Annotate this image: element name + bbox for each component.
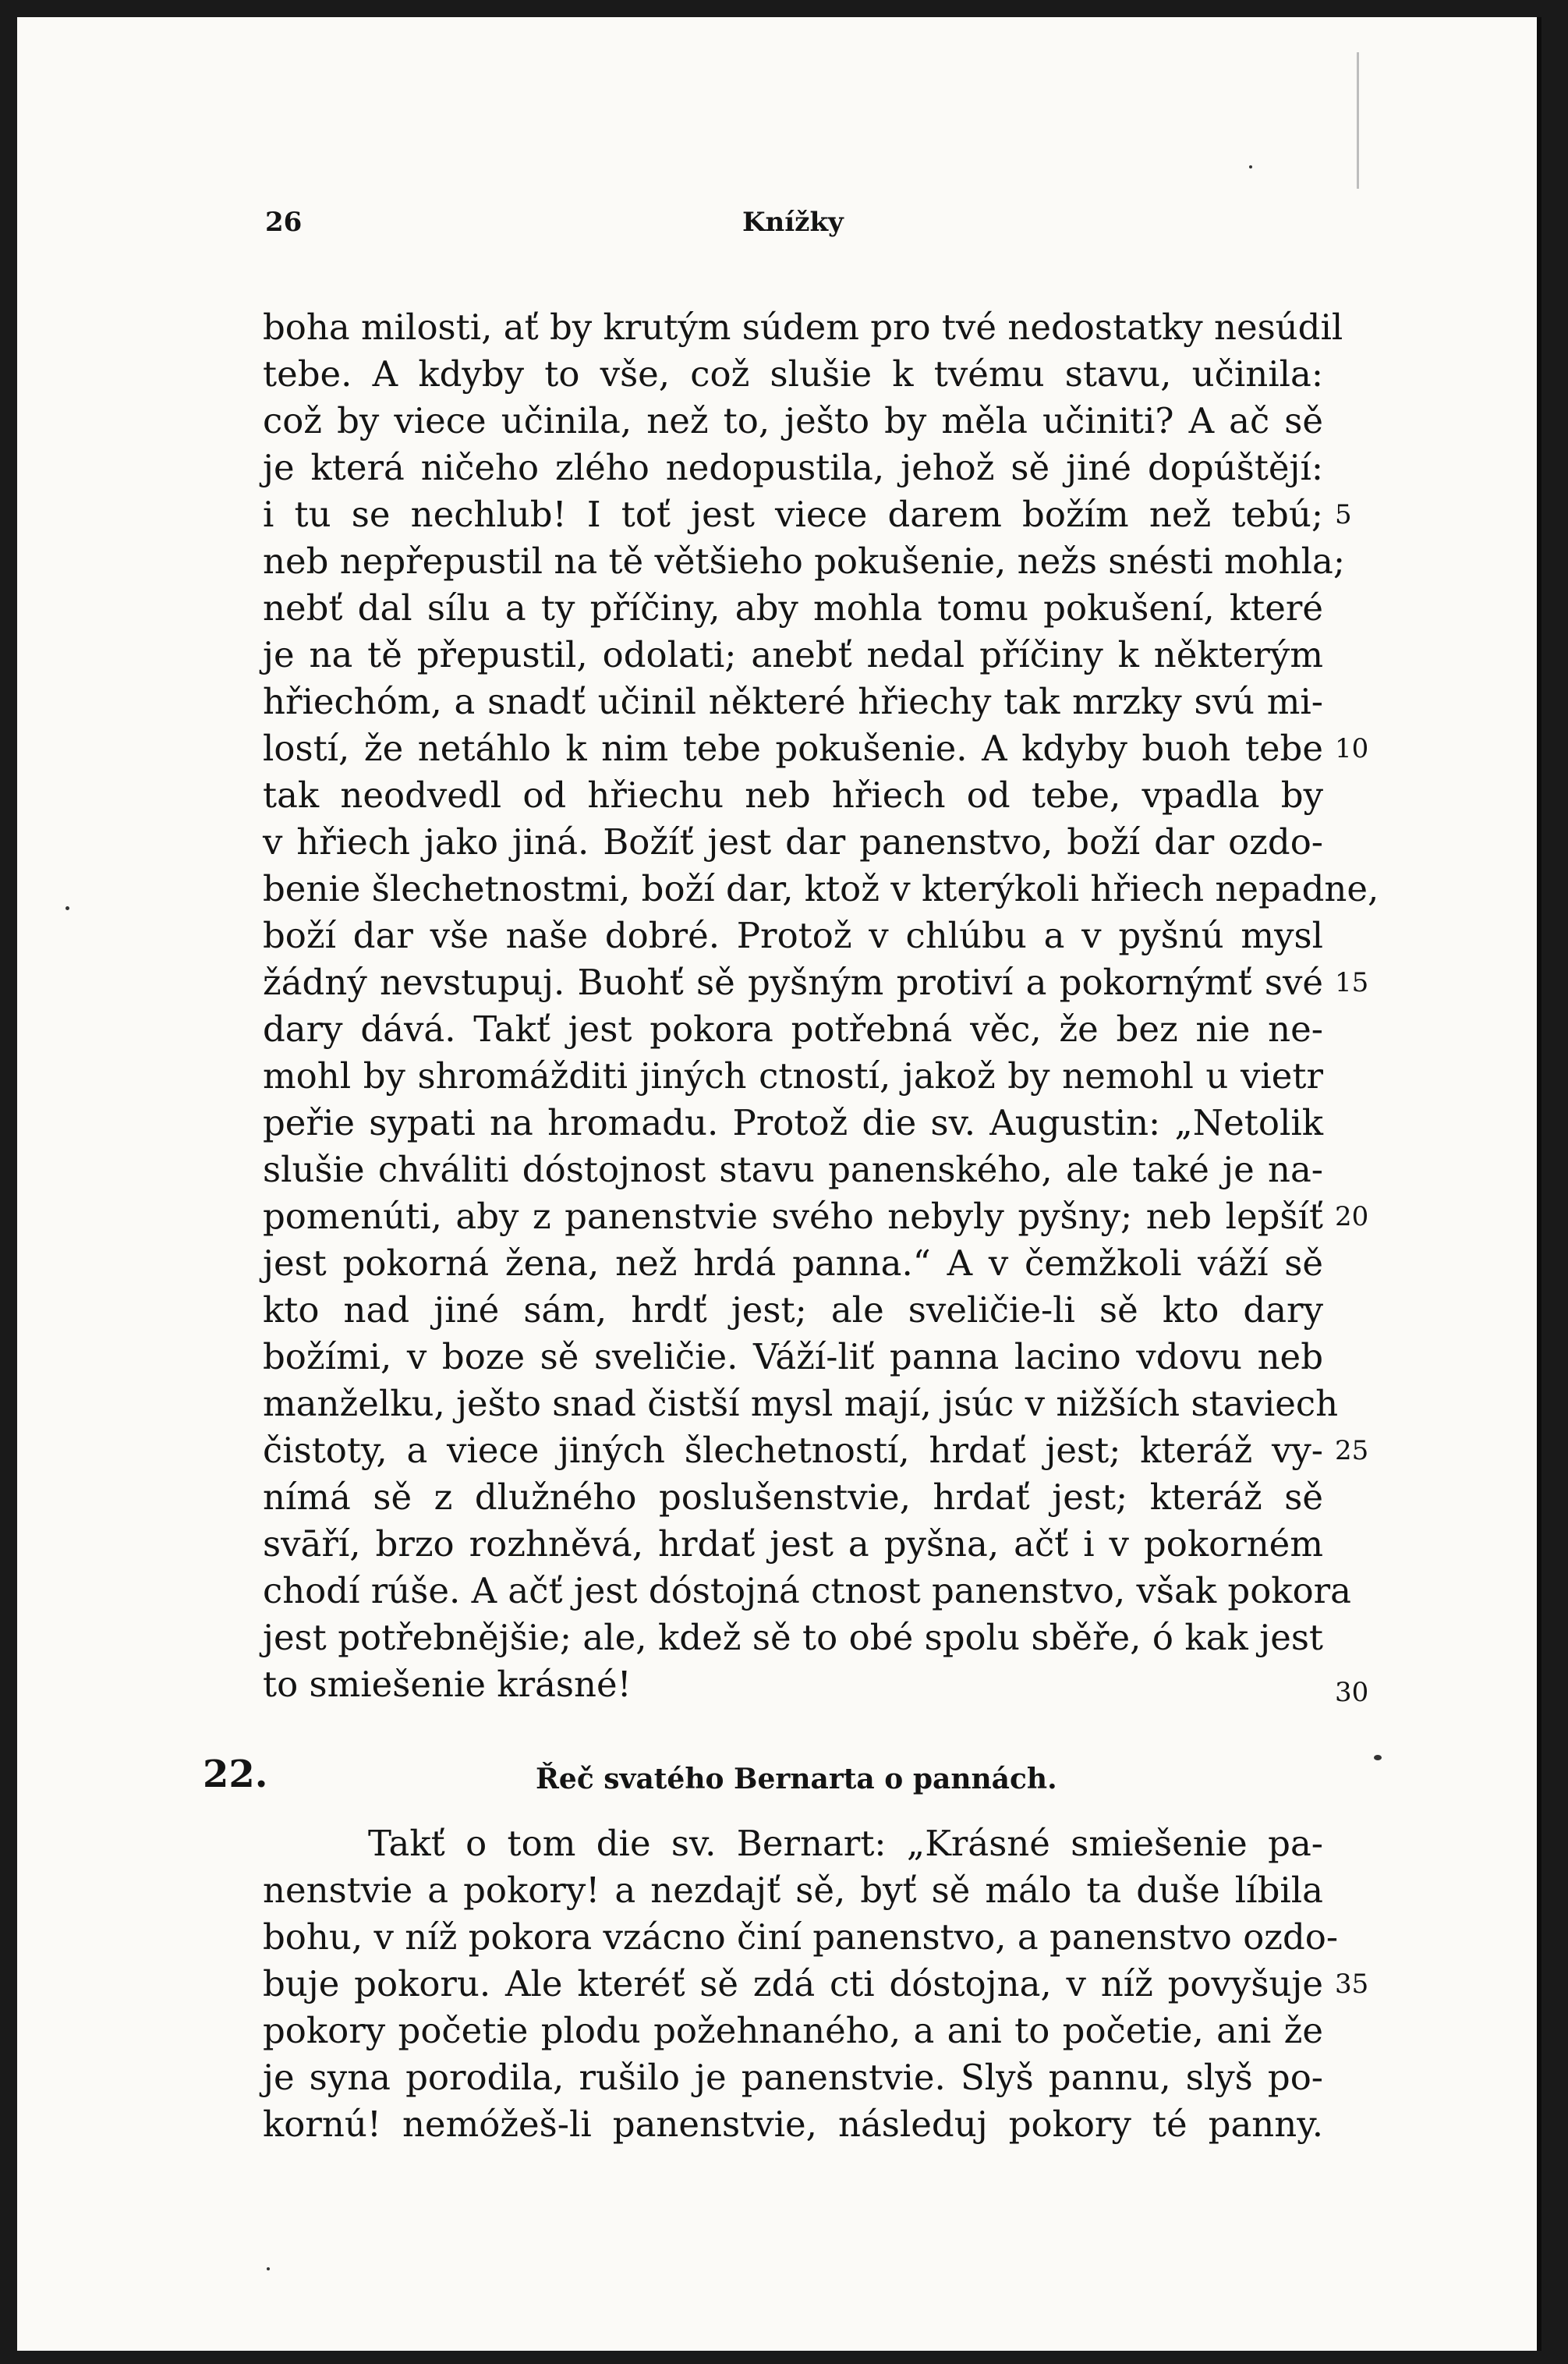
text-line: dary dává. Takť jest pokora potřebná věc, že bez nie ne- — [263, 1008, 1323, 1050]
text-line: božími, v boze sě sveličie. Váží-liť panna lacino vdovu neb — [263, 1336, 1323, 1377]
text-line: boží dar vše naše dobré. Protož v chlúbu a v pyšnú mysl — [263, 915, 1323, 956]
text-line: neb nepřepustil na tě většieho pokušenie, nežs snésti mohla; — [263, 540, 1346, 582]
text-line: tebe. A kdyby to vše, což slušie k tvému stavu, učinila: — [263, 353, 1323, 395]
line-number: 25 — [1335, 1435, 1369, 1466]
book-page — [17, 17, 1541, 2351]
text-line: pomenúti, aby z panenstvie svého nebyly pyšny; neb lepšíť — [263, 1196, 1323, 1237]
line-number: 35 — [1335, 1969, 1369, 2000]
scan-speck — [1374, 1755, 1382, 1760]
text-line: benie šlechetnostmi, boží dar, ktož v kterýkoli hřiech nepadne, — [263, 868, 1379, 909]
section-text-line: buje pokoru. Ale kteréť sě zdá cti dóstojna, v níž povyšuje — [263, 1963, 1323, 2004]
running-title: Knížky — [742, 207, 844, 238]
line-number: 10 — [1335, 733, 1369, 764]
text-line: tak neodvedl od hřiechu neb hřiech od tebe, vpadla by — [263, 774, 1323, 816]
text-line: slušie chváliti dóstojnost stavu panenského, ale také je na- — [263, 1149, 1323, 1190]
text-line: v hřiech jako jiná. Božíť jest dar panenstvo, boží dar ozdo- — [263, 821, 1323, 863]
scan-speck — [65, 906, 69, 910]
section-text-line: pokory početie plodu požehnaného, a ani to početie, ani že — [263, 2010, 1323, 2051]
text-line: žádný nevstupuj. Buohť sě pyšným protiví a pokornýmť své — [263, 962, 1323, 1003]
text-line: i tu se nechlub! I toť jest viece darem božím než tebú; — [263, 494, 1323, 535]
section-text-line: bohu, v níž pokora vzácno činí panenstvo, a panenstvo ozdo- — [263, 1916, 1339, 1958]
text-line: to smiešenie krásné! — [263, 1664, 632, 1705]
text-line: což by viece učinila, než to, ješto by měla učiniti? A ač sě — [263, 400, 1323, 441]
text-line: čistoty, a viece jiných šlechetností, hrdať jest; kteráž vy- — [263, 1430, 1323, 1471]
scan-speck — [267, 2267, 270, 2270]
section-text-line: je syna porodila, rušilo je panenstvie. Slyš pannu, slyš po- — [263, 2057, 1323, 2098]
scan-speck — [1249, 165, 1252, 168]
text-line: jest pokorná žena, než hrdá panna.“ A v čemžkoli váží sě — [263, 1242, 1323, 1284]
line-number: 15 — [1335, 967, 1369, 998]
line-number: 5 — [1335, 499, 1352, 530]
line-number: 30 — [1335, 1677, 1369, 1708]
text-line: boha milosti, ať by krutým súdem pro tvé nedostatky nesúdil — [263, 307, 1343, 348]
section-text-line: kornú! nemóžeš-li panenstvie, následuj pokory té panny. — [263, 2103, 1323, 2145]
section-number: 22. — [203, 1753, 268, 1796]
page-number: 26 — [265, 207, 303, 238]
text-line: kto nad jiné sám, hrdť jest; ale sveličie-li sě kto dary — [263, 1289, 1323, 1331]
section-text-line: Takť o tom die sv. Bernart: „Krásné smiešenie pa- — [368, 1823, 1323, 1864]
text-line: chodí rúše. A ačť jest dóstojná ctnost panenstvo, však pokora — [263, 1570, 1352, 1611]
text-line: jest potřebnějšie; ale, kdež sě to obé spolu sběře, ó kak jest — [263, 1617, 1323, 1658]
text-line: mohl by shromážditi jiných ctností, jakož by nemohl u vietr — [263, 1055, 1323, 1097]
text-line: manželku, ješto snad čistší mysl mají, jsúc v nižších staviech — [263, 1383, 1339, 1424]
text-line: lostí, že netáhlo k nim tebe pokušenie. A kdyby buoh tebe — [263, 728, 1323, 769]
text-line: nímá sě z dlužného poslušenstvie, hrdať jest; kteráž sě — [263, 1476, 1323, 1518]
text-line: je která ničeho zlého nedopustila, jehož sě jiné dopúštějí: — [263, 447, 1323, 488]
text-line: je na tě přepustil, odolati; anebť nedal příčiny k některým — [263, 634, 1323, 675]
line-number: 20 — [1335, 1201, 1369, 1232]
text-line: peřie sypati na hromadu. Protož die sv. Augustin: „Netolik — [263, 1102, 1323, 1143]
scan-edge-mark — [1357, 52, 1359, 189]
section-title: Řeč svatého Bernarta o pannách. — [536, 1763, 1057, 1795]
text-line: svāří, brzo rozhněvá, hrdať jest a pyšna, ačť i v pokorném — [263, 1523, 1323, 1565]
text-line: hřiechóm, a snadť učinil některé hřiechy tak mrzky svú mi- — [263, 681, 1323, 722]
text-line: nebť dal sílu a ty příčiny, aby mohla tomu pokušení, které — [263, 587, 1323, 629]
section-text-line: nenstvie a pokory! a nezdajť sě, byť sě málo ta duše líbila — [263, 1870, 1323, 1911]
